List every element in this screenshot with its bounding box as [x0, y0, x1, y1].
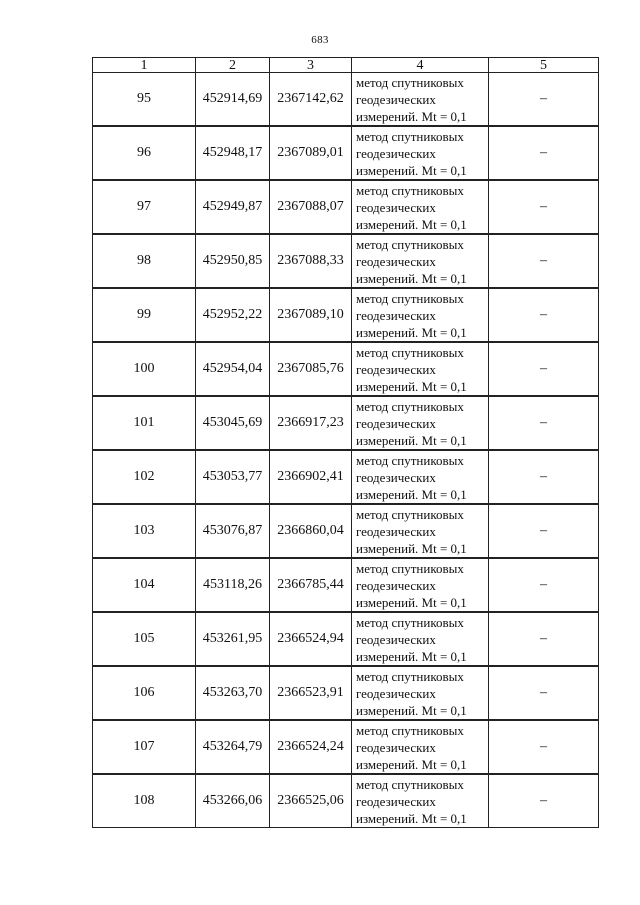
- table-row: [93, 73, 599, 127]
- table-header-row: [93, 58, 599, 73]
- x-coordinate-cell: 453263,70: [196, 666, 270, 720]
- method-line-3: измерений. Mt = 0,1: [356, 378, 467, 394]
- method-cell: [352, 126, 489, 180]
- y-coordinate-cell: 2366860,04: [270, 504, 352, 558]
- method-cell: [352, 720, 489, 774]
- table-row: [93, 396, 599, 450]
- method-line-2: геодезических: [356, 91, 436, 107]
- x-coordinate-cell: 453053,77: [196, 450, 270, 504]
- method-line-1: метод спутниковых: [356, 398, 464, 414]
- description-cell: –: [489, 774, 599, 828]
- method-line-1: метод спутниковых: [356, 290, 464, 306]
- y-coordinate-cell: 2366525,06: [270, 774, 352, 828]
- method-line-2: геодезических: [356, 145, 436, 161]
- description-cell: –: [489, 558, 599, 612]
- point-number-cell: 108: [93, 774, 196, 828]
- point-number-cell: 95: [93, 73, 196, 127]
- y-coordinate-cell: 2366917,23: [270, 396, 352, 450]
- method-cell: [352, 288, 489, 342]
- method-line-2: геодезических: [356, 577, 436, 593]
- method-line-3: измерений. Mt = 0,1: [356, 432, 467, 448]
- point-number-cell: 96: [93, 126, 196, 180]
- method-line-2: геодезических: [356, 415, 436, 431]
- description-cell: –: [489, 504, 599, 558]
- table-row: [93, 504, 599, 558]
- description-cell: –: [489, 720, 599, 774]
- header-col-5: 5: [489, 58, 599, 73]
- header-col-1: 1: [93, 58, 196, 73]
- method-cell: [352, 234, 489, 288]
- y-coordinate-cell: 2366785,44: [270, 558, 352, 612]
- table-body: [93, 73, 599, 828]
- table-row: [93, 180, 599, 234]
- method-cell: [352, 774, 489, 828]
- method-line-1: метод спутниковых: [356, 506, 464, 522]
- point-number-cell: 104: [93, 558, 196, 612]
- coordinates-table: [92, 57, 599, 828]
- table-row: [93, 666, 599, 720]
- method-line-1: метод спутниковых: [356, 776, 464, 792]
- point-number-cell: 102: [93, 450, 196, 504]
- method-line-2: геодезических: [356, 361, 436, 377]
- x-coordinate-cell: 452949,87: [196, 180, 270, 234]
- method-line-2: геодезических: [356, 523, 436, 539]
- description-cell: –: [489, 612, 599, 666]
- method-line-3: измерений. Mt = 0,1: [356, 216, 467, 232]
- point-number-cell: 105: [93, 612, 196, 666]
- table-row: [93, 720, 599, 774]
- x-coordinate-cell: 453264,79: [196, 720, 270, 774]
- description-cell: –: [489, 234, 599, 288]
- method-line-3: измерений. Mt = 0,1: [356, 108, 467, 124]
- table-row: [93, 558, 599, 612]
- method-cell: [352, 558, 489, 612]
- method-cell: [352, 396, 489, 450]
- point-number-cell: 99: [93, 288, 196, 342]
- method-cell: [352, 504, 489, 558]
- y-coordinate-cell: 2367085,76: [270, 342, 352, 396]
- table-row: [93, 450, 599, 504]
- y-coordinate-cell: 2367088,07: [270, 180, 352, 234]
- y-coordinate-cell: 2366524,24: [270, 720, 352, 774]
- point-number-cell: 97: [93, 180, 196, 234]
- table-row: [93, 342, 599, 396]
- method-line-3: измерений. Mt = 0,1: [356, 810, 467, 826]
- header-col-2: 2: [196, 58, 270, 73]
- table-row: [93, 612, 599, 666]
- method-line-1: метод спутниковых: [356, 182, 464, 198]
- method-line-1: метод спутниковых: [356, 668, 464, 684]
- method-cell: [352, 180, 489, 234]
- point-number-cell: 106: [93, 666, 196, 720]
- method-cell: [352, 666, 489, 720]
- method-line-3: измерений. Mt = 0,1: [356, 486, 467, 502]
- table-row: [93, 288, 599, 342]
- method-line-3: измерений. Mt = 0,1: [356, 324, 467, 340]
- method-cell: [352, 450, 489, 504]
- method-line-2: геодезических: [356, 199, 436, 215]
- method-line-1: метод спутниковых: [356, 560, 464, 576]
- method-line-2: геодезических: [356, 307, 436, 323]
- y-coordinate-cell: 2366523,91: [270, 666, 352, 720]
- method-line-1: метод спутниковых: [356, 722, 464, 738]
- description-cell: –: [489, 666, 599, 720]
- x-coordinate-cell: 453045,69: [196, 396, 270, 450]
- point-number-cell: 100: [93, 342, 196, 396]
- y-coordinate-cell: 2367089,10: [270, 288, 352, 342]
- header-col-3: 3: [270, 58, 352, 73]
- point-number-cell: 103: [93, 504, 196, 558]
- method-line-2: геодезических: [356, 685, 436, 701]
- description-cell: –: [489, 288, 599, 342]
- table-row: [93, 774, 599, 828]
- table-row: [93, 234, 599, 288]
- description-cell: –: [489, 342, 599, 396]
- method-cell: [352, 73, 489, 127]
- description-cell: –: [489, 450, 599, 504]
- method-line-3: измерений. Mt = 0,1: [356, 540, 467, 556]
- x-coordinate-cell: 453118,26: [196, 558, 270, 612]
- description-cell: –: [489, 396, 599, 450]
- x-coordinate-cell: 453076,87: [196, 504, 270, 558]
- method-line-2: геодезических: [356, 631, 436, 647]
- x-coordinate-cell: 452948,17: [196, 126, 270, 180]
- y-coordinate-cell: 2367089,01: [270, 126, 352, 180]
- method-line-3: измерений. Mt = 0,1: [356, 702, 467, 718]
- point-number-cell: 107: [93, 720, 196, 774]
- point-number-cell: 98: [93, 234, 196, 288]
- y-coordinate-cell: 2366902,41: [270, 450, 352, 504]
- point-number-cell: 101: [93, 396, 196, 450]
- method-line-3: измерений. Mt = 0,1: [356, 648, 467, 664]
- method-line-1: метод спутниковых: [356, 344, 464, 360]
- method-line-2: геодезических: [356, 793, 436, 809]
- x-coordinate-cell: 452954,04: [196, 342, 270, 396]
- method-line-2: геодезических: [356, 253, 436, 269]
- method-line-1: метод спутниковых: [356, 452, 464, 468]
- description-cell: –: [489, 126, 599, 180]
- description-cell: –: [489, 180, 599, 234]
- x-coordinate-cell: 452950,85: [196, 234, 270, 288]
- method-line-1: метод спутниковых: [356, 614, 464, 630]
- page-number: 683: [311, 34, 329, 46]
- method-line-1: метод спутниковых: [356, 236, 464, 252]
- method-line-3: измерений. Mt = 0,1: [356, 270, 467, 286]
- method-line-3: измерений. Mt = 0,1: [356, 756, 467, 772]
- method-line-2: геодезических: [356, 739, 436, 755]
- header-col-4: 4: [352, 58, 489, 73]
- method-line-1: метод спутниковых: [356, 128, 464, 144]
- y-coordinate-cell: 2366524,94: [270, 612, 352, 666]
- method-cell: [352, 612, 489, 666]
- y-coordinate-cell: 2367142,62: [270, 73, 352, 127]
- x-coordinate-cell: 453261,95: [196, 612, 270, 666]
- method-line-1: метод спутниковых: [356, 74, 464, 90]
- y-coordinate-cell: 2367088,33: [270, 234, 352, 288]
- description-cell: –: [489, 73, 599, 127]
- method-cell: [352, 342, 489, 396]
- method-line-3: измерений. Mt = 0,1: [356, 594, 467, 610]
- x-coordinate-cell: 452952,22: [196, 288, 270, 342]
- x-coordinate-cell: 453266,06: [196, 774, 270, 828]
- method-line-2: геодезических: [356, 469, 436, 485]
- x-coordinate-cell: 452914,69: [196, 73, 270, 127]
- method-line-3: измерений. Mt = 0,1: [356, 162, 467, 178]
- table-row: [93, 126, 599, 180]
